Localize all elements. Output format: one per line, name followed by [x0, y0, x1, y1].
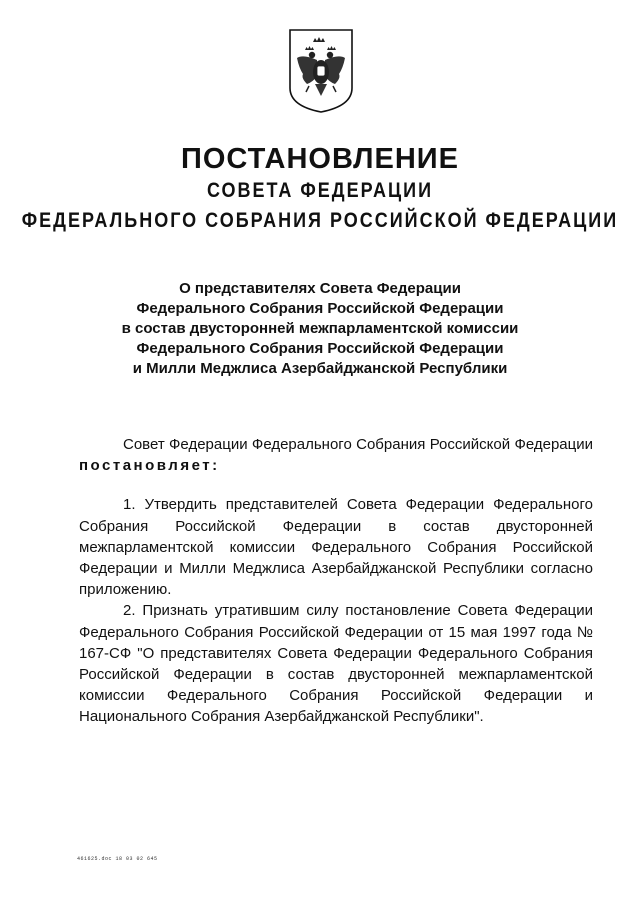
subject-line: и Милли Меджлиса Азербайджанской Республики [132, 360, 508, 377]
item-1-paragraph: 1. Утвердить представителей Совета Федерации Федерального Собрания Российской Федерации в состав двусторонней межпарламентской комиссии Федерального Собрания Российской Федерации и Милли Меджлиса Азербайджанской Республики согласно приложению. [79, 496, 593, 599]
footer-doc-code: 461625.doc 18 03 02 645 [77, 856, 158, 862]
subject-line: в состав двусторонней межпарламентской комиссии [121, 320, 519, 337]
decree-word: постановляет: [79, 457, 220, 475]
subject-line: О представителях Совета Федерации [179, 280, 461, 297]
document-subject [70, 279, 570, 379]
document-type-title: ПОСТАНОВЛЕНИЕ [181, 143, 459, 175]
subject-line: Федерального Собрания Российской Федерации [136, 300, 504, 317]
issuer-name-line1: СОВЕТА ФЕДЕРАЦИИ [206, 177, 434, 202]
issuer-name-line2: ФЕДЕРАЛЬНОГО СОБРАНИЯ РОССИЙСКОЙ ФЕДЕРАЦИИ [21, 207, 619, 232]
document-body [79, 434, 593, 728]
subject-line: Федерального Собрания Российской Федерации [136, 340, 504, 357]
item-2-paragraph: 2. Признать утратившим силу постановление Совета Федерации Федерального Собрания Российской Федерации от 15 мая 1997 года № 167-СФ "О представителях Совета Федерации Федерального Собрания Российской Федерации в состав двусторонней межпарламентской комиссии Федерального Собрания Российской Федерации и Национального Собрания Азербайджанской Республики". [79, 602, 593, 726]
preamble-text: Совет Федерации Федерального Собрания Российской Федерации [123, 436, 593, 453]
preamble-paragraph [79, 434, 593, 476]
coat-of-arms-icon [287, 28, 355, 114]
